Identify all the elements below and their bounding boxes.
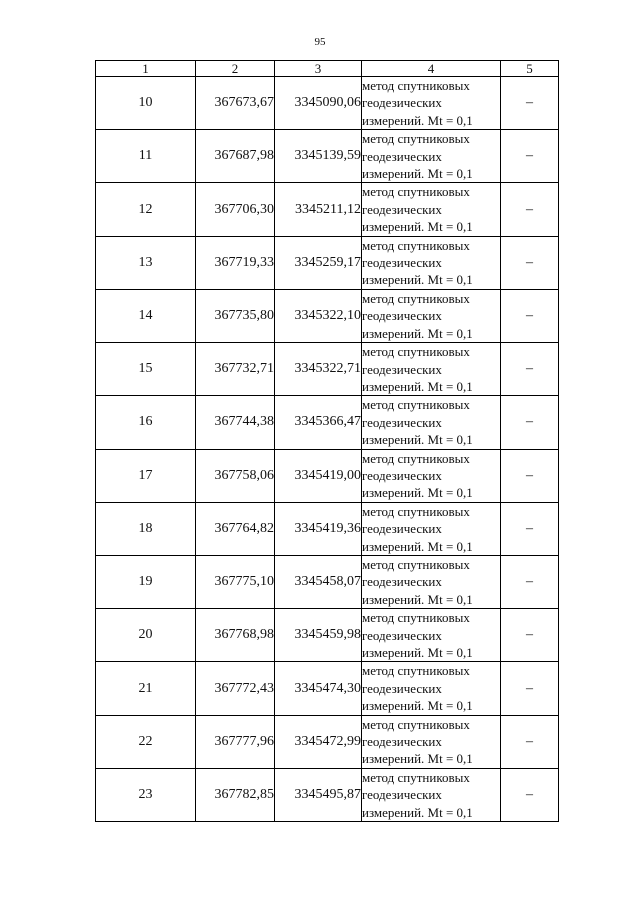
note-cell: – bbox=[501, 396, 559, 449]
point-number-cell: 21 bbox=[96, 662, 196, 715]
note-cell: – bbox=[501, 555, 559, 608]
note-cell: – bbox=[501, 236, 559, 289]
point-number-cell: 18 bbox=[96, 502, 196, 555]
point-number-cell: 22 bbox=[96, 715, 196, 768]
note-cell: – bbox=[501, 183, 559, 236]
column-header-5: 5 bbox=[501, 61, 559, 77]
method-cell: метод спутниковых геодезических измерений. Mt = 0,1 bbox=[362, 502, 501, 555]
y-coordinate-cell: 3345139,59 bbox=[275, 130, 362, 183]
x-coordinate-cell: 367782,85 bbox=[196, 768, 275, 821]
table-row bbox=[96, 609, 559, 662]
note-cell: – bbox=[501, 715, 559, 768]
note-cell: – bbox=[501, 343, 559, 396]
method-cell: метод спутниковых геодезических измерений. Mt = 0,1 bbox=[362, 662, 501, 715]
table-row bbox=[96, 77, 559, 130]
point-number-cell: 11 bbox=[96, 130, 196, 183]
note-cell: – bbox=[501, 289, 559, 342]
y-coordinate-cell: 3345259,17 bbox=[275, 236, 362, 289]
coordinates-table bbox=[95, 60, 559, 822]
x-coordinate-cell: 367744,38 bbox=[196, 396, 275, 449]
column-header-1: 1 bbox=[96, 61, 196, 77]
note-cell: – bbox=[501, 77, 559, 130]
y-coordinate-cell: 3345322,10 bbox=[275, 289, 362, 342]
y-coordinate-cell: 3345211,12 bbox=[275, 183, 362, 236]
table-row bbox=[96, 236, 559, 289]
method-cell: метод спутниковых геодезических измерений. Mt = 0,1 bbox=[362, 768, 501, 821]
method-cell: метод спутниковых геодезических измерений. Mt = 0,1 bbox=[362, 396, 501, 449]
note-cell: – bbox=[501, 130, 559, 183]
method-cell: метод спутниковых геодезических измерений. Mt = 0,1 bbox=[362, 449, 501, 502]
column-header-3: 3 bbox=[275, 61, 362, 77]
x-coordinate-cell: 367775,10 bbox=[196, 555, 275, 608]
x-coordinate-cell: 367777,96 bbox=[196, 715, 275, 768]
point-number-cell: 20 bbox=[96, 609, 196, 662]
x-coordinate-cell: 367764,82 bbox=[196, 502, 275, 555]
y-coordinate-cell: 3345458,07 bbox=[275, 555, 362, 608]
y-coordinate-cell: 3345322,71 bbox=[275, 343, 362, 396]
point-number-cell: 10 bbox=[96, 77, 196, 130]
table-row bbox=[96, 768, 559, 821]
point-number-cell: 15 bbox=[96, 343, 196, 396]
table-row bbox=[96, 502, 559, 555]
x-coordinate-cell: 367673,67 bbox=[196, 77, 275, 130]
y-coordinate-cell: 3345419,36 bbox=[275, 502, 362, 555]
x-coordinate-cell: 367719,33 bbox=[196, 236, 275, 289]
point-number-cell: 14 bbox=[96, 289, 196, 342]
table-row bbox=[96, 130, 559, 183]
column-header-2: 2 bbox=[196, 61, 275, 77]
point-number-cell: 17 bbox=[96, 449, 196, 502]
y-coordinate-cell: 3345366,47 bbox=[275, 396, 362, 449]
x-coordinate-cell: 367687,98 bbox=[196, 130, 275, 183]
y-coordinate-cell: 3345419,00 bbox=[275, 449, 362, 502]
table-header-row bbox=[96, 61, 559, 77]
point-number-cell: 19 bbox=[96, 555, 196, 608]
x-coordinate-cell: 367735,80 bbox=[196, 289, 275, 342]
method-cell: метод спутниковых геодезических измерений. Mt = 0,1 bbox=[362, 77, 501, 130]
method-cell: метод спутниковых геодезических измерений. Mt = 0,1 bbox=[362, 555, 501, 608]
page-number: 95 bbox=[314, 36, 326, 48]
y-coordinate-cell: 3345472,99 bbox=[275, 715, 362, 768]
point-number-cell: 16 bbox=[96, 396, 196, 449]
method-cell: метод спутниковых геодезических измерений. Mt = 0,1 bbox=[362, 715, 501, 768]
point-number-cell: 12 bbox=[96, 183, 196, 236]
y-coordinate-cell: 3345090,06 bbox=[275, 77, 362, 130]
table-row bbox=[96, 289, 559, 342]
method-cell: метод спутниковых геодезических измерений. Mt = 0,1 bbox=[362, 183, 501, 236]
x-coordinate-cell: 367768,98 bbox=[196, 609, 275, 662]
table-row bbox=[96, 449, 559, 502]
table-body bbox=[96, 77, 559, 822]
note-cell: – bbox=[501, 609, 559, 662]
y-coordinate-cell: 3345474,30 bbox=[275, 662, 362, 715]
note-cell: – bbox=[501, 502, 559, 555]
column-header-4: 4 bbox=[362, 61, 501, 77]
x-coordinate-cell: 367758,06 bbox=[196, 449, 275, 502]
method-cell: метод спутниковых геодезических измерений. Mt = 0,1 bbox=[362, 343, 501, 396]
method-cell: метод спутниковых геодезических измерений. Mt = 0,1 bbox=[362, 236, 501, 289]
table-row bbox=[96, 183, 559, 236]
table-row bbox=[96, 662, 559, 715]
table-row bbox=[96, 396, 559, 449]
table-row bbox=[96, 555, 559, 608]
x-coordinate-cell: 367732,71 bbox=[196, 343, 275, 396]
note-cell: – bbox=[501, 662, 559, 715]
x-coordinate-cell: 367772,43 bbox=[196, 662, 275, 715]
y-coordinate-cell: 3345495,87 bbox=[275, 768, 362, 821]
table-row bbox=[96, 715, 559, 768]
method-cell: метод спутниковых геодезических измерений. Mt = 0,1 bbox=[362, 609, 501, 662]
table-row bbox=[96, 343, 559, 396]
note-cell: – bbox=[501, 449, 559, 502]
x-coordinate-cell: 367706,30 bbox=[196, 183, 275, 236]
method-cell: метод спутниковых геодезических измерений. Mt = 0,1 bbox=[362, 130, 501, 183]
point-number-cell: 23 bbox=[96, 768, 196, 821]
method-cell: метод спутниковых геодезических измерений. Mt = 0,1 bbox=[362, 289, 501, 342]
note-cell: – bbox=[501, 768, 559, 821]
y-coordinate-cell: 3345459,98 bbox=[275, 609, 362, 662]
point-number-cell: 13 bbox=[96, 236, 196, 289]
